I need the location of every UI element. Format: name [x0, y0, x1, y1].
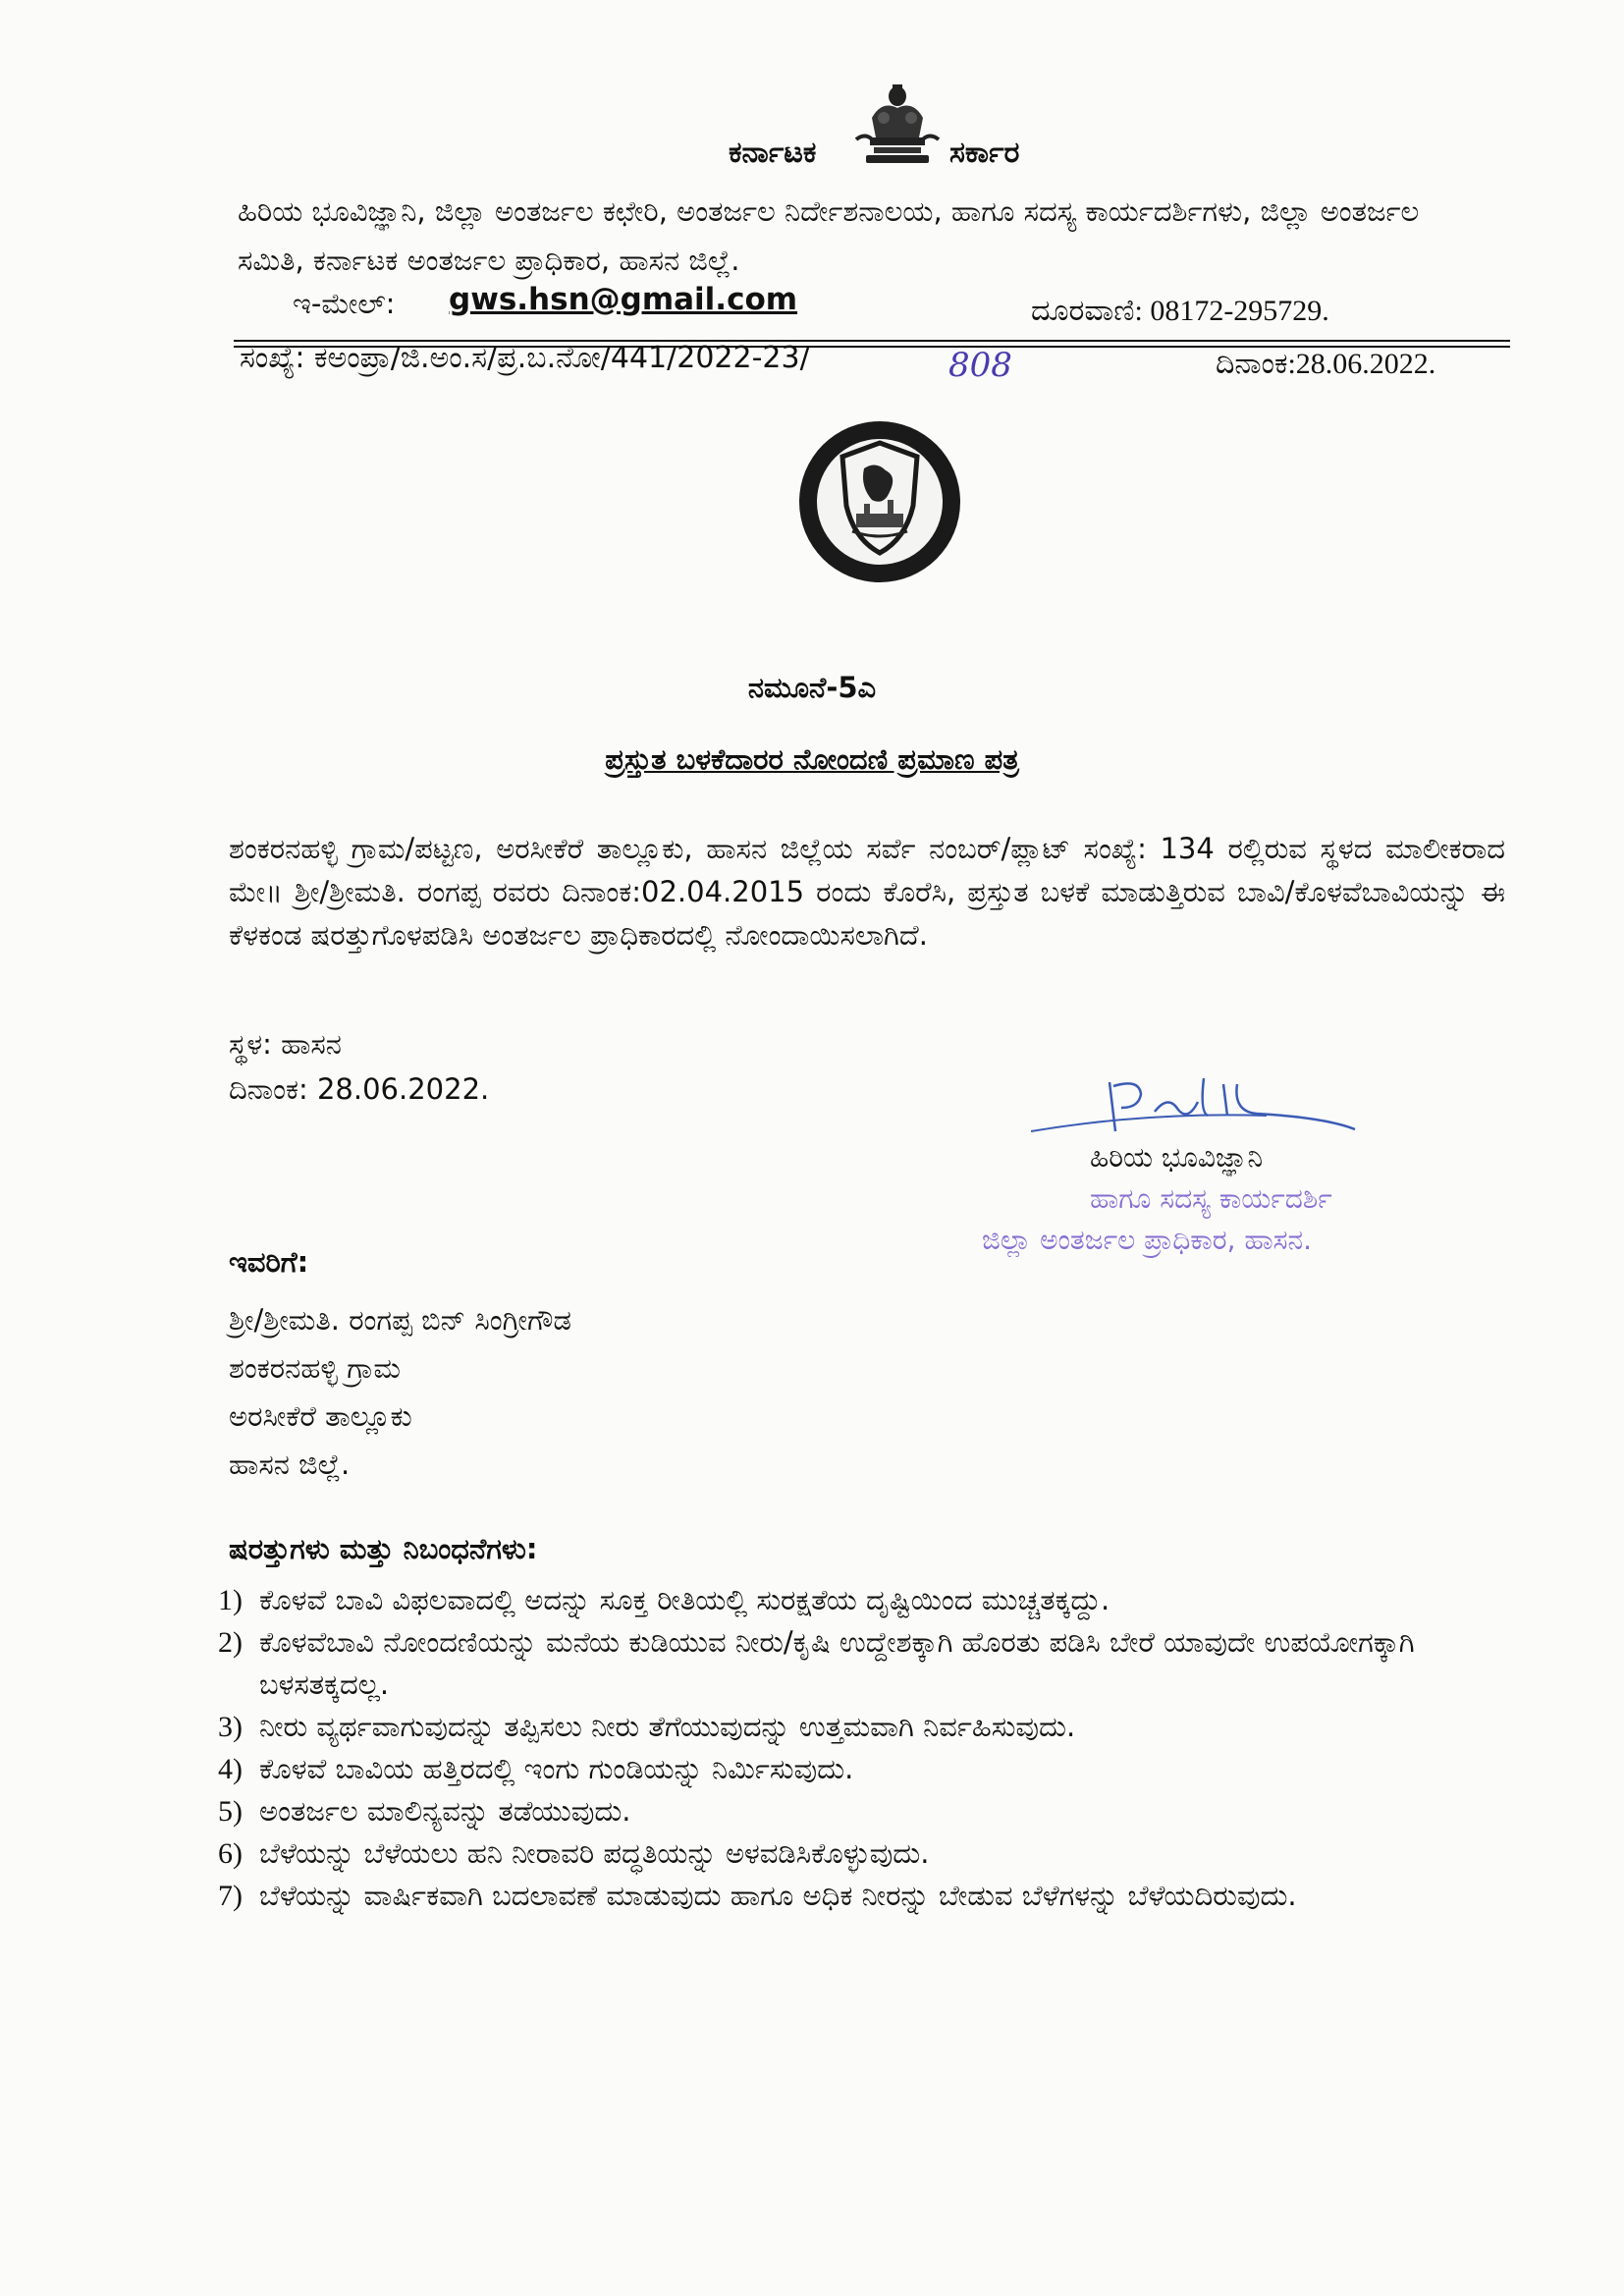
recipient-line: ಅರಸೀಕೆರೆ ತಾಲ್ಲೂಕು — [229, 1399, 412, 1433]
condition-text: ಬೆಳೆಯನ್ನು ಬೆಳೆಯಲು ಹನಿ ನೀರಾವರಿ ಪದ್ಧತಿಯನ್ನು ಅಳವಡಿಸಿಕೊಳ್ಳುವುದು. — [259, 1836, 930, 1870]
groundwater-authority-seal-icon — [795, 417, 964, 586]
recipient-address — [229, 1296, 571, 1489]
karnataka-emblem-icon — [852, 79, 943, 167]
condition-number: 2) — [218, 1626, 243, 1659]
recipient-line: ಶಂಕರನಹಳ್ಳಿ ಗ್ರಾಮ — [229, 1351, 401, 1385]
condition-item — [218, 1832, 1494, 1875]
certificate-paragraph: ಶಂಕರನಹಳ್ಳಿ ಗ್ರಾಮ/ಪಟ್ಟಣ, ಅರಸೀಕೆರೆ ತಾಲ್ಲೂಕು, ಹಾಸನ ಜಿಲ್ಲೆಯ ಸರ್ವೆ ನಂಬರ್/ಪ್ಲಾಟ್ ಸಂಖ್ಯೆ: 134 ರಲ್ಲಿರುವ ಸ್ಥಳದ ಮಾಲೀಕರಾದ ಮೇ॥ ಶ್ರೀ/ಶ್ರೀಮತಿ. ರಂಗಪ್ಪ ರವರು ದಿನಾಂಕ:02.04.2015 ರಂದು ಕೊರೆಸಿ, ಪ್ರಸ್ತುತ ಬಳಕೆ ಮಾಡುತ್ತಿರುವ ಬಾವಿ/ಕೊಳವೆಬಾವಿಯನ್ನು ಈ ಕೆಳಕಂಡ ಷರತ್ತುಗೊಳಪಡಿಸಿ ಅಂತರ್ಜಲ ಪ್ರಾಧಿಕಾರದಲ್ಲಿ ನೋಂದಾಯಿಸಲಾಗಿದೆ. — [229, 832, 1505, 952]
conditions-title: ಷರತ್ತುಗಳು ಮತ್ತು ನಿಬಂಧನೆಗಳು: — [229, 1532, 538, 1565]
condition-item — [218, 1748, 1494, 1790]
issue-date: ದಿನಾಂಕ: 28.06.2022. — [229, 1072, 490, 1106]
email-address[interactable]: gws.hsn@gmail.com — [449, 282, 798, 317]
reference-handwritten: 808 — [948, 346, 1012, 385]
condition-item — [218, 1706, 1494, 1748]
form-number: ನಮೂನೆ-5ಎ — [747, 671, 877, 704]
condition-text: ಕೊಳವೆಬಾವಿ ನೋಂದಣಿಯನ್ನು ಮನೆಯ ಕುಡಿಯುವ ನೀರು/ಕೃಷಿ ಉದ್ದೇಶಕ್ಕಾಗಿ ಹೊರತು ಪಡಿಸಿ ಬೇರೆ ಯಾವುದೇ ಉಪಯೋಗಕ್ಕಾಗಿ ಬಳಸತಕ್ಕದಲ್ಲ. — [259, 1625, 1415, 1701]
recipient-line: ಹಾಸನ ಜಿಲ್ಲೆ. — [229, 1448, 351, 1481]
condition-item — [218, 1790, 1494, 1832]
recipient-label: ಇವರಿಗೆ: — [229, 1245, 309, 1279]
condition-number: 5) — [218, 1795, 243, 1828]
conditions-list — [218, 1579, 1494, 1917]
reference-number: ಸಂಖ್ಯೆ: ಕಅಂಪ್ರಾ/ಜಿ.ಅಂ.ಸ/ಪ್ರ.ಬ.ನೋ/441/2022-23/ — [240, 341, 810, 375]
condition-item — [218, 1875, 1494, 1917]
signature-icon — [1031, 1072, 1404, 1141]
signature-block — [982, 1137, 1492, 1261]
email-label: ಇ-ಮೇಲ್: — [293, 287, 396, 320]
phone-number: ದೂರವಾಣಿ: 08172-295729. — [1031, 295, 1329, 327]
signatory-office: ಜಿಲ್ಲಾ ಅಂತರ್ಜಲ ಪ್ರಾಧಿಕಾರ, ಹಾಸನ. — [982, 1224, 1313, 1256]
condition-number: 1) — [218, 1584, 243, 1616]
signatory-role: ಹಾಗೂ ಸದಸ್ಯ ಕಾರ್ಯದರ್ಶಿ — [1090, 1182, 1332, 1215]
signatory-designation: ಹಿರಿಯ ಭೂವಿಜ್ಞಾನಿ — [1090, 1141, 1264, 1174]
place: ಸ್ಥಳ: ಹಾಸನ — [229, 1027, 342, 1061]
condition-number: 6) — [218, 1837, 243, 1870]
reference-date: ದಿನಾಂಕ:28.06.2022. — [1216, 348, 1436, 380]
condition-number: 4) — [218, 1753, 243, 1785]
office-name: ಹಿರಿಯ ಭೂವಿಜ್ಞಾನಿ, ಜಿಲ್ಲಾ ಅಂತರ್ಜಲ ಕಛೇರಿ, ಅಂತರ್ಜಲ ನಿರ್ದೇಶನಾಲಯ, ಹಾಗೂ ಸದಸ್ಯ ಕಾರ್ಯದರ್ಶಿಗಳು, ಜಿಲ್ಲಾ ಅಂತರ್ಜಲ ಸಮಿತಿ, ಕರ್ನಾಟಕ ಅಂತರ್ಜಲ ಪ್ರಾಧಿಕಾರ, ಹಾಸನ ಜಿಲ್ಲೆ. — [238, 194, 1420, 277]
header-title-left: ಕರ್ನಾಟಕ — [729, 136, 817, 170]
condition-number: 3) — [218, 1711, 243, 1743]
recipient-line: ಶ್ರೀ/ಶ್ರೀಮತಿ. ರಂಗಪ್ಪ ಬಿನ್ ಸಿಂಗ್ರೀಗೌಡ — [229, 1303, 571, 1337]
header-title-right: ಸರ್ಕಾರ — [949, 136, 1020, 170]
condition-text: ನೀರು ವ್ಯರ್ಥವಾಗುವುದನ್ನು ತಪ್ಪಿಸಲು ನೀರು ತೆಗೆಯುವುದನ್ನು ಉತ್ತಮವಾಗಿ ನಿರ್ವಹಿಸುವುದು. — [259, 1710, 1076, 1743]
condition-text: ಕೊಳವೆ ಬಾವಿ ವಿಫಲವಾದಲ್ಲಿ ಅದನ್ನು ಸೂಕ್ತ ರೀತಿಯಲ್ಲಿ ಸುರಕ್ಷತೆಯ ದೃಷ್ಟಿಯಿಂದ ಮುಚ್ಚತಕ್ಕದ್ದು. — [259, 1583, 1110, 1616]
form-title-text: ಪ್ರಸ್ತುತ ಬಳಕೆದಾರರ ನೋಂದಣಿ ಪ್ರಮಾಣ ಪತ್ರ — [605, 742, 1019, 776]
condition-item — [218, 1579, 1494, 1621]
condition-text: ಕೊಳವೆ ಬಾವಿಯ ಹತ್ತಿರದಲ್ಲಿ ಇಂಗು ಗುಂಡಿಯನ್ನು ನಿರ್ಮಿಸುವುದು. — [259, 1752, 854, 1785]
condition-number: 7) — [218, 1880, 243, 1912]
form-title — [0, 742, 1624, 777]
condition-text: ಬೆಳೆಯನ್ನು ವಾರ್ಷಿಕವಾಗಿ ಬದಲಾವಣೆ ಮಾಡುವುದು ಹಾಗೂ ಅಧಿಕ ನೀರನ್ನು ಬೇಡುವ ಬೆಳೆಗಳನ್ನು ಬೆಳೆಯದಿರುವುದು. — [259, 1879, 1297, 1912]
condition-item — [218, 1621, 1494, 1706]
condition-text: ಅಂತರ್ಜಲ ಮಾಲಿನ್ಯವನ್ನು ತಡೆಯುವುದು. — [259, 1794, 631, 1828]
